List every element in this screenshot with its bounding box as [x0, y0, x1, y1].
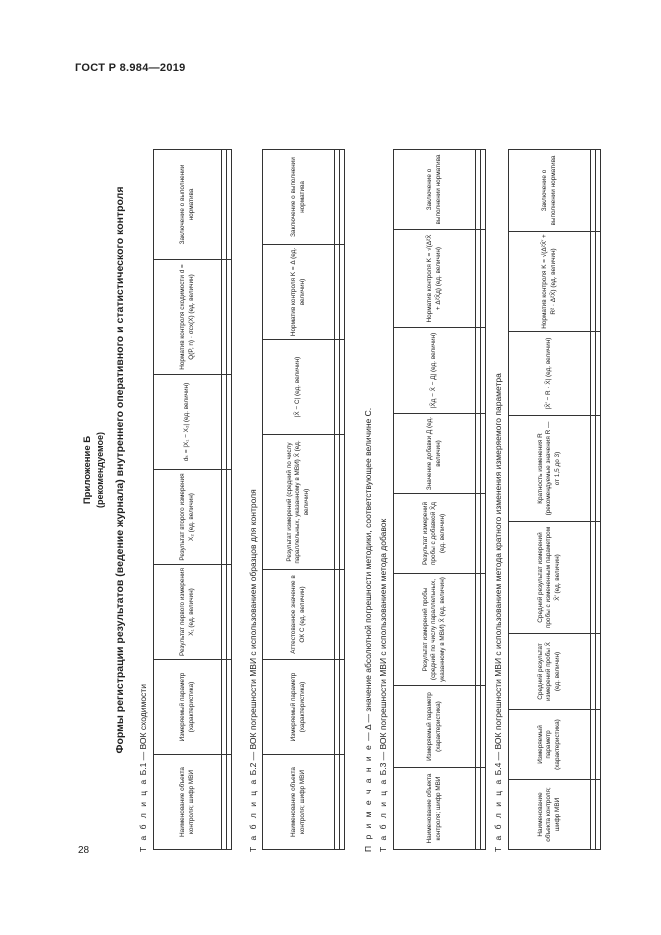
table-b4-header-cell: |X̄′ − R · X̄| (ед. величин): [509, 332, 591, 416]
table-b1-header-cell: dₖ = |X₁ − X₂| (ед. величин): [154, 375, 222, 470]
empty-cell: [227, 375, 232, 470]
table-b3-header-cell: Норматив контроля K = √(Δ²X̄ + Δ²X̄д) (ед. величин): [394, 230, 476, 328]
table-b2-caption: [248, 489, 258, 852]
table-b2: [262, 149, 345, 850]
empty-cell: [340, 570, 345, 660]
table-b1-header-cell: Норматив контроля сходимости d = Q(P, n) · σсх(X) (ед. величин): [154, 260, 222, 375]
empty-cell: [340, 340, 345, 435]
table-b4-header-cell: Наименование объекта контроля; шифр МВИ: [509, 780, 591, 850]
table-b3-header-cell: Результат измерений пробы (средний по числу параллельных, указанному в МВИ) X̄ (ед. величин): [394, 574, 476, 686]
empty-cell: [340, 660, 345, 755]
empty-cell: [227, 150, 232, 260]
table-b4-header-cell: Средний результат измерений пробы X̄ (ед. величин): [509, 634, 591, 710]
table-b1-header-cell: Результат второго измерения X₂ (ед. величин): [154, 470, 222, 565]
table-b3-caption-prefix: Т а б л и ц а: [378, 777, 388, 852]
empty-cell: [340, 245, 345, 340]
empty-cell: [227, 470, 232, 565]
table-b1-header-cell: Наименование объекта контроля; шифр МВИ: [154, 755, 222, 850]
empty-cell: [481, 494, 486, 574]
empty-cell: [227, 660, 232, 755]
empty-cell: [340, 755, 345, 850]
table-b3-header-cell: Заключение о выполнении норматива: [394, 150, 476, 230]
empty-cell: [481, 150, 486, 230]
table-b4-caption-prefix: Т а б л и ц а: [493, 777, 503, 852]
empty-cell: [481, 328, 486, 414]
table-b3-header-cell: Результат измерений пробы с добавкой X̄д (ед. величин): [394, 494, 476, 574]
table-b1-header-cell: Измеряемый параметр (характеристика): [154, 660, 222, 755]
empty-cell: [596, 150, 601, 232]
empty-cell: [481, 230, 486, 328]
empty-cell: [227, 755, 232, 850]
table-b4-header-cell: Средний результат измерений пробы с измененным параметром X̄′ (ед. величин): [509, 522, 591, 634]
empty-cell: [227, 565, 232, 660]
empty-cell: [227, 260, 232, 375]
table-b1-caption-prefix: Т а б л и ц а: [138, 777, 148, 852]
appendix-form-title: Формы регистрации результатов (ведение журнала) внутреннего оперативного и статистического контроля: [114, 186, 126, 754]
table-b2-header-cell: Наименование объекта контроля; шифр МВИ: [263, 755, 335, 850]
empty-cell: [340, 150, 345, 245]
empty-cell: [596, 232, 601, 332]
table-b1-caption: [138, 684, 148, 852]
table-b1: [153, 149, 232, 850]
table-b2-header-cell: Заключение о выполнении норматива: [263, 150, 335, 245]
table-b2-note: [363, 408, 373, 852]
table-b4-header-cell: Норматив контроля K = √(Δ²X̄′ + R² · Δ²X̄) (ед. величин): [509, 232, 591, 332]
table-b3-header-cell: Значение добавки Д (ед. величин): [394, 414, 476, 494]
table-b4-caption: [493, 373, 503, 852]
page-header: ГОСТ Р 8.984—2019: [75, 62, 186, 74]
table-b4-caption-rest: Б.4 — ВОК погрешности МВИ с использованием метода кратного изменения измеряемого параметра: [493, 373, 503, 778]
empty-cell: [481, 414, 486, 494]
empty-cell: [340, 435, 345, 570]
table-b2-caption-prefix: Т а б л и ц а: [248, 777, 258, 852]
empty-cell: [481, 574, 486, 686]
table-b3-header-cell: Наименование объекта контроля; шифр МВИ: [394, 768, 476, 850]
empty-cell: [596, 634, 601, 710]
empty-cell: [596, 416, 601, 522]
table-b3-header-cell: |X̄д − X̄ − Д| (ед. величин): [394, 328, 476, 414]
table-b2-note-text: — Δ — значение абсолютной погрешности методики, соответствующее величине C.: [363, 407, 373, 744]
table-b3-caption-rest: Б.3 — ВОК погрешности МВИ с использованием метода добавок: [378, 518, 388, 778]
table-b2-header-cell: Измеряемый параметр (характеристика): [263, 660, 335, 755]
table-b3: [393, 149, 486, 850]
empty-cell: [481, 768, 486, 850]
empty-cell: [596, 710, 601, 780]
table-b1-caption-rest: Б.1 — ВОК сходимости: [138, 684, 148, 778]
table-b4-header-cell: Измеряемый параметр (характеристика): [509, 710, 591, 780]
table-b2-header-cell: |X̄ − C| (ед. величин): [263, 340, 335, 435]
table-b4: [508, 149, 601, 850]
table-b4-header-cell: Кратность изменения R (рекомендуемые значения R — от 1,5 до 3): [509, 416, 591, 522]
table-b4-header-cell: Заключение о выполнении норматива: [509, 150, 591, 232]
table-b3-caption: [378, 519, 388, 852]
appendix-title: Приложение Б: [82, 435, 93, 505]
table-b2-caption-rest: Б.2 — ВОК погрешности МВИ с использованием образцов для контроля: [248, 489, 258, 778]
page-number: 28: [78, 845, 90, 856]
empty-cell: [596, 332, 601, 416]
empty-cell: [481, 686, 486, 768]
table-b2-header-cell: Аттестованное значение в ОК C (ед. величин): [263, 570, 335, 660]
table-b2-note-prefix: П р и м е ч а н и е: [363, 743, 373, 852]
table-b1-header-cell: Заключение о выполнении норматива: [154, 150, 222, 260]
empty-cell: [596, 522, 601, 634]
table-b2-header-cell: Норматив контроля K = Δ (ед. величин): [263, 245, 335, 340]
appendix-subtitle: (рекомендуемое): [95, 432, 105, 508]
table-b3-header-cell: Измеряемый параметр (характеристика): [394, 686, 476, 768]
table-b1-header-cell: Результат первого измерения X₁ (ед. величин): [154, 565, 222, 660]
empty-cell: [596, 780, 601, 850]
appendix-rotated-content: [78, 85, 608, 855]
table-b2-header-cell: Результат измерений (средний по числу параллельных, указанному в МВИ) X̄ (ед. величин): [263, 435, 335, 570]
